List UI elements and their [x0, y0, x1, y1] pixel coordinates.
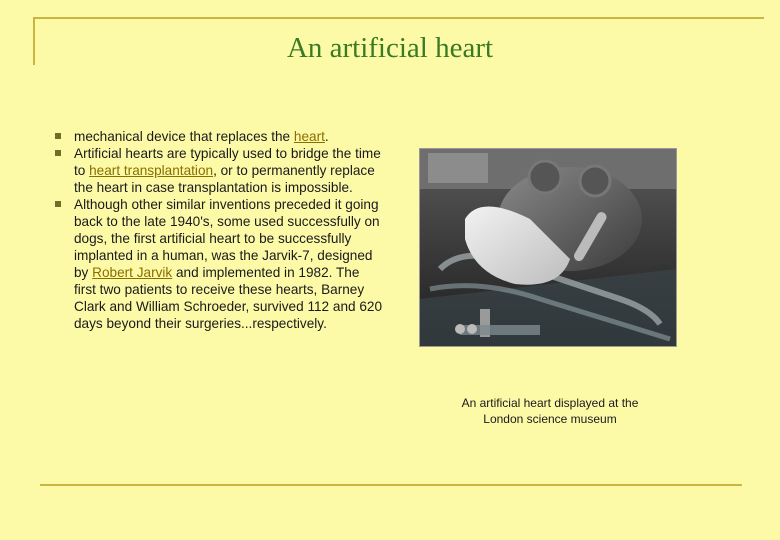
artificial-heart-illustration [420, 149, 676, 346]
bullet-square-icon [55, 201, 61, 207]
bullet-list [55, 128, 385, 332]
top-rule [33, 17, 764, 19]
robert-jarvik-link[interactable]: Robert Jarvik [92, 265, 173, 280]
heart-link[interactable]: heart [293, 129, 325, 144]
bullet-square-icon [55, 133, 61, 139]
bullet-item: mechanical device that replaces the heart. [55, 128, 385, 145]
bullet-item: Although other similar inventions preceded it going back to the late 1940's, some used successfully on dogs, the first artificial heart to be successfully implanted in a human, was the Jarvik-7, designed by Robert Jarvik and implemented in 1982. The first two patients to receive these hearts, Barney Clark and William Schroeder, survived 112 and 620 days beyond their surgeries...respectively. [55, 196, 385, 332]
bullet-square-icon [55, 150, 61, 156]
heart-transplantation-link[interactable]: heart transplantation [89, 163, 214, 178]
slide-title: An artificial heart [286, 32, 494, 64]
bottom-rule [40, 484, 742, 486]
bullet-item: Artificial hearts are typically used to bridge the time to heart transplantation, or to permanently replace the heart in case transplantation is impossible. [55, 145, 385, 196]
photo-caption: An artificial heart displayed at the London science museum [461, 396, 639, 426]
artificial-heart-photo [419, 148, 677, 347]
